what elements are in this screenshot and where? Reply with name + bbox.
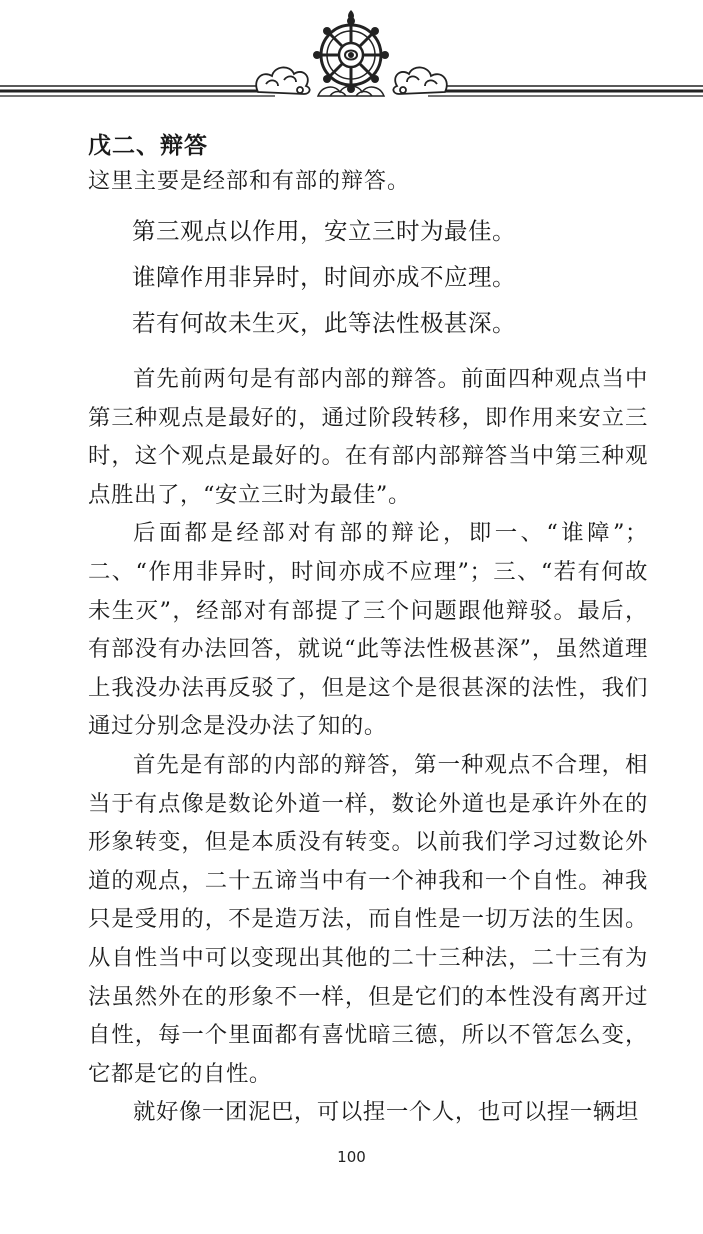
dharma-wheel-icon	[313, 10, 389, 93]
cloud-ornament-left-icon	[256, 67, 309, 94]
verse-block	[132, 208, 648, 346]
verse-line: 谁障作用非异时，时间亦成不应理。	[132, 263, 516, 291]
page-number: 100	[337, 1148, 366, 1166]
verse-line: 若有何故未生灭，此等法性极甚深。	[132, 309, 516, 337]
page-content	[88, 128, 648, 1132]
body-paragraph: 后面都是经部对有部的辩论，即一、“谁障”；二、“作用非异时，时间亦成不应理”；三、“若有何故未生灭”，经部对有部提了三个问题跟他辩驳。最后，有部没有办法回答，就说“此等法性极甚深”，虽然道理上我没办法再反驳了，但是这个是很甚深的法性，我们通过分别念是没办法了知的。	[88, 520, 648, 740]
page-header	[0, 0, 703, 110]
body-paragraph: 就好像一团泥巴，可以捏一个人，也可以捏一辆坦	[133, 1099, 639, 1126]
body-paragraph: 首先是有部的内部的辩答，第一种观点不合理，相当于有点像是数论外道一样，数论外道也是承许外在的形象转变，但是本质没有转变。以前我们学习过数论外道的观点，二十五谛当中有一个神我和一个自性。神我只是受用的，不是造万法，而自性是一切万法的生因。从自性当中可以变现出其他的二十三种法，二十三有为法虽然外在的形象不一样，但是它们的本性没有离开过自性，每一个里面都有喜忧暗三德，所以不管怎么变，它都是它的自性。	[88, 751, 648, 1087]
cloud-ornament-right-icon	[393, 67, 446, 94]
header-ornament	[0, 0, 703, 110]
section-title: 戊二、辩答	[88, 133, 208, 159]
section-intro: 这里主要是经部和有部的辩答。	[88, 169, 411, 194]
verse-line: 第三观点以作用，安立三时为最佳。	[132, 217, 516, 245]
body-paragraph: 首先前两句是有部内部的辩答。前面四种观点当中第三种观点是最好的，通过阶段转移，即作用来安立三时，这个观点是最好的。在有部内部辩答当中第三种观点胜出了，“安立三时为最佳”。	[88, 366, 648, 508]
